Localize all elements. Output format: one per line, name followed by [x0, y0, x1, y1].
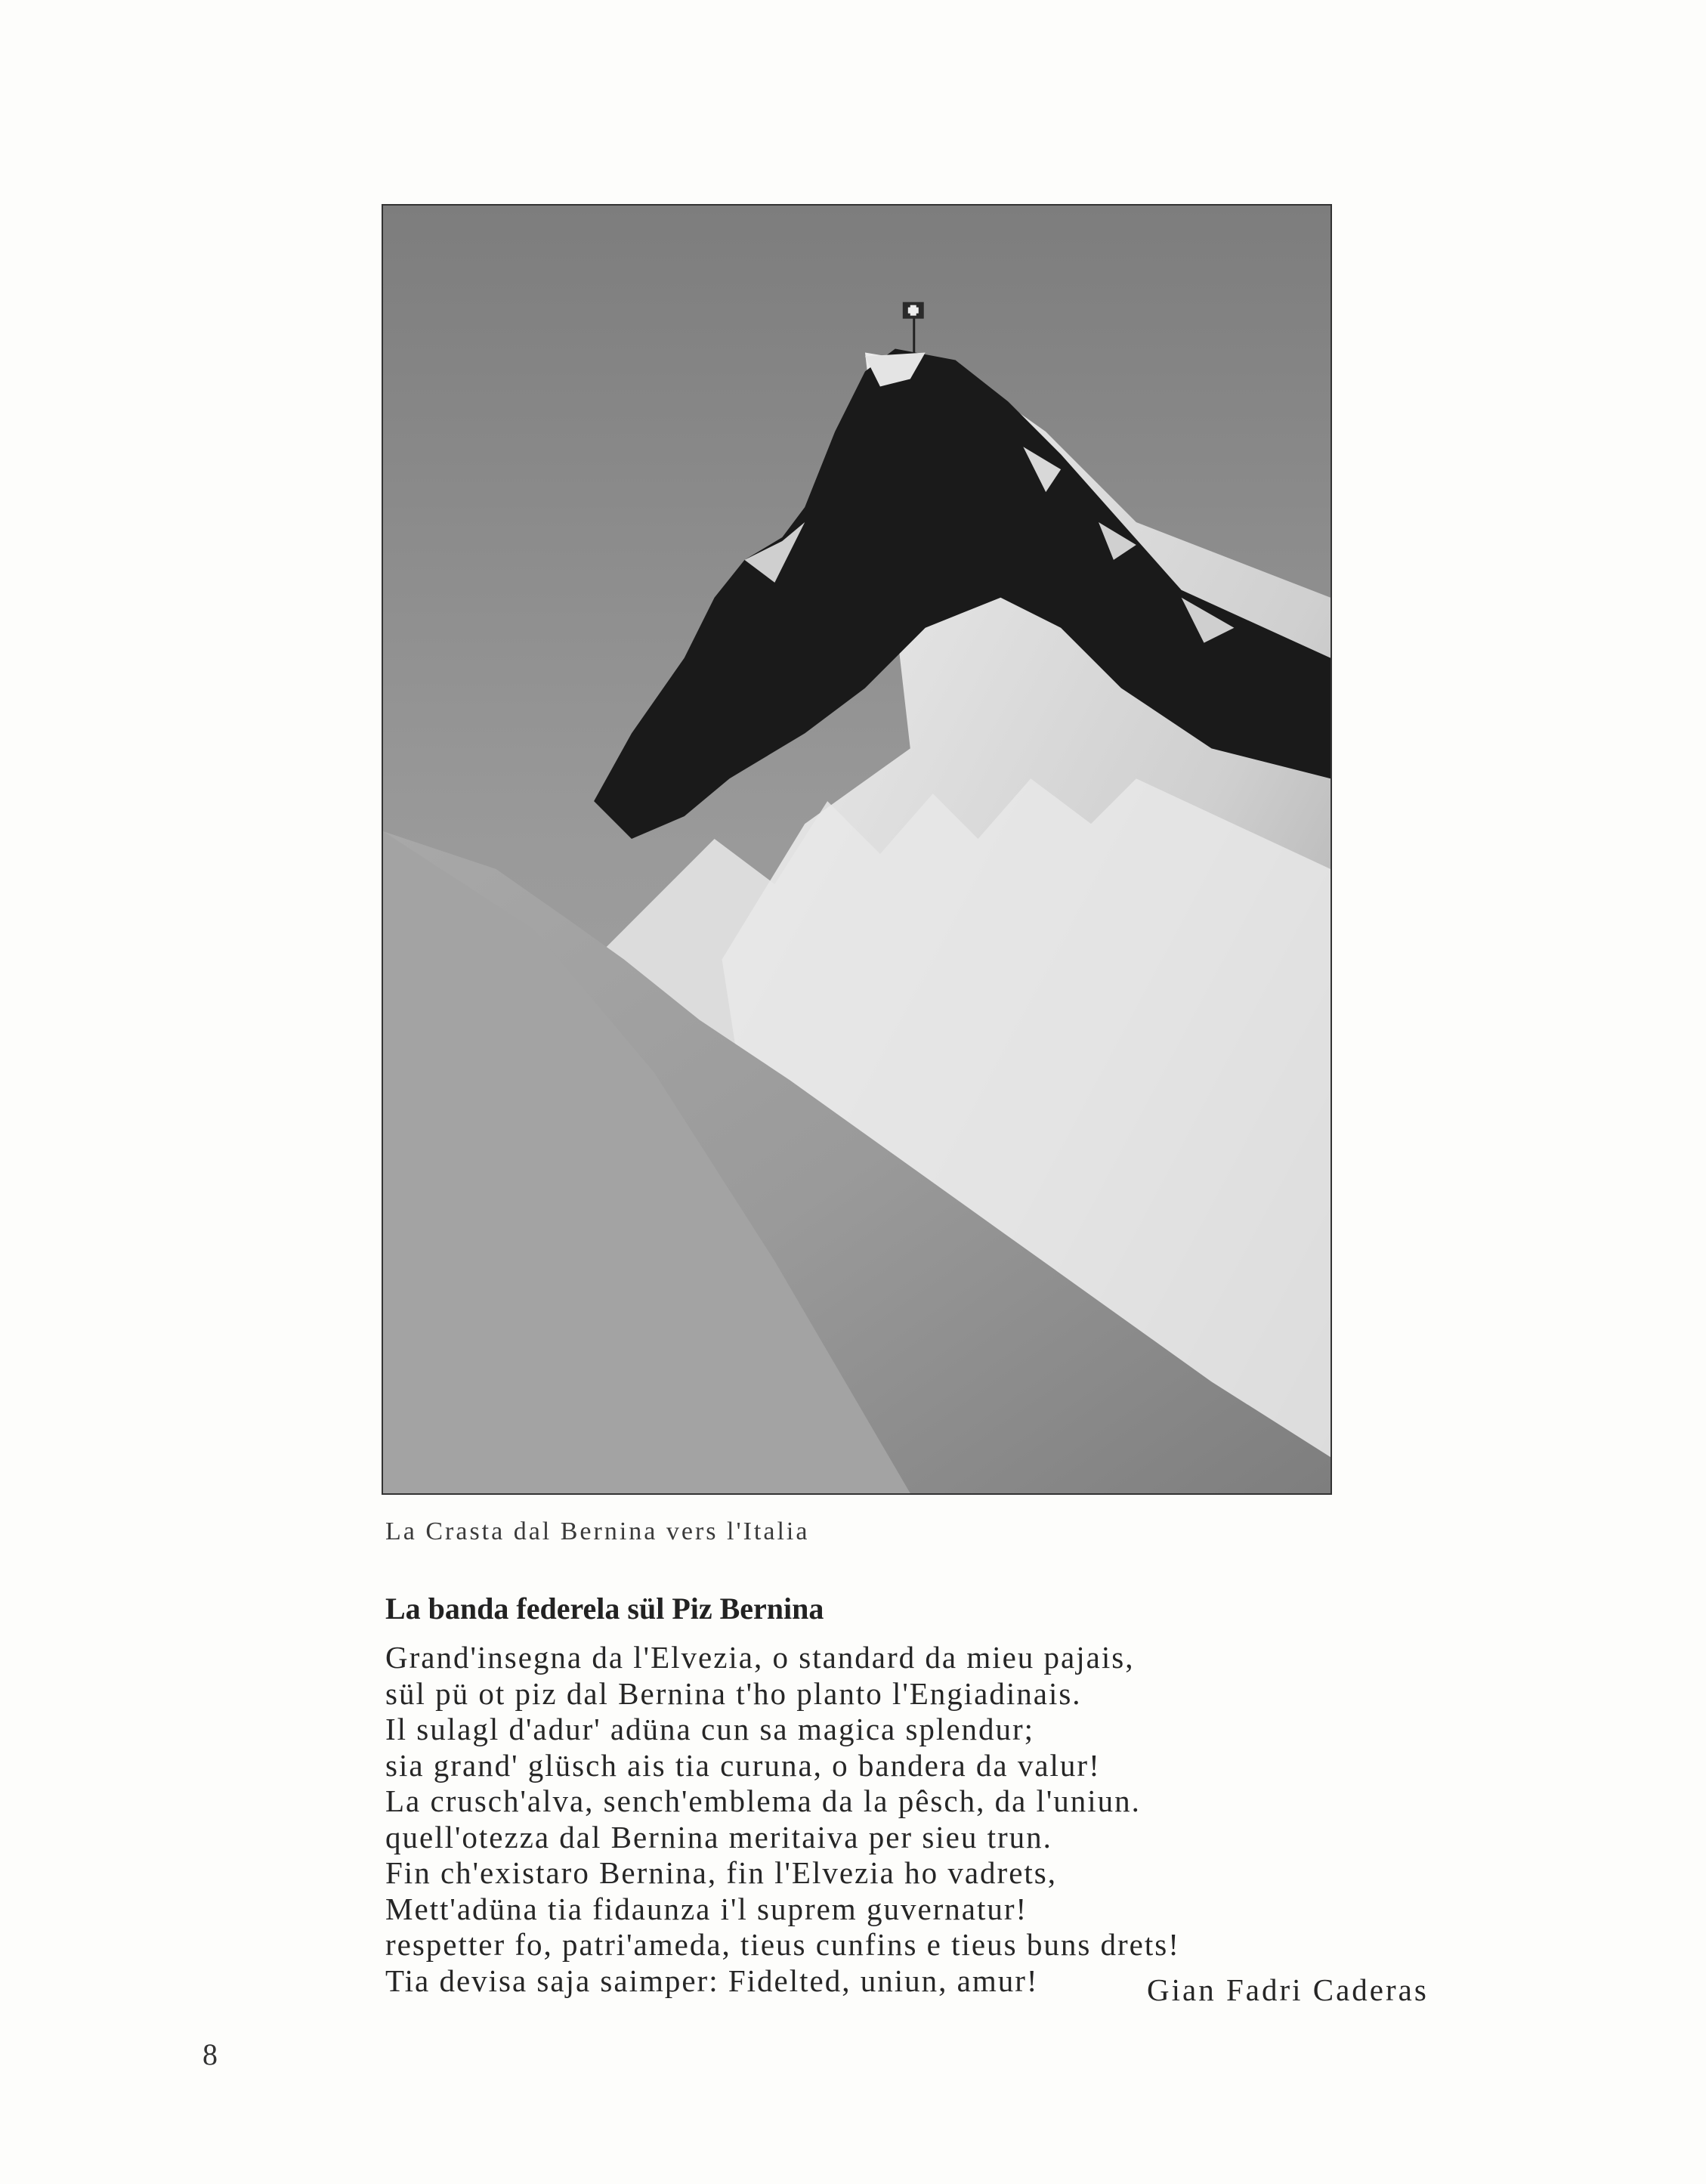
- poem-line: La crusch'alva, sench'emblema da la pêsch, da l'uniun.: [385, 1783, 1141, 1818]
- poem-line: sül pü ot piz dal Bernina t'ho planto l'Engiadinais.: [385, 1675, 1082, 1711]
- poem-author: Gian Fadri Caderas: [1147, 1972, 1429, 2007]
- poem-line: Il sulagl d'adur' adüna cun sa magica splendur;: [385, 1712, 1035, 1746]
- poem-body: [385, 1640, 1458, 1999]
- poem-line: respetter fo, patri'ameda, tieus cunfins e tieus buns drets!: [385, 1927, 1180, 1962]
- mountain-photo: [382, 204, 1332, 1495]
- poem-line: Fin ch'existaro Bernina, fin l'Elvezia ho vadrets,: [385, 1855, 1057, 1890]
- page-number: 8: [202, 2037, 218, 2071]
- photo-caption: La Crasta dal Bernina vers l'Italia: [385, 1517, 810, 1545]
- poem-line: Tia devisa saja saimper: Fidelted, uniun, amur!: [385, 1963, 1039, 1998]
- poem-line: Mett'adüna tia fidaunza i'l suprem guvernatur!: [385, 1891, 1028, 1926]
- poem-line: Grand'insegna da l'Elvezia, o standard da mieu pajais,: [385, 1640, 1135, 1675]
- poem-title: La banda federela sül Piz Bernina: [385, 1592, 824, 1626]
- poem-line: sia grand' glüsch ais tia curuna, o bandera da valur!: [385, 1747, 1101, 1783]
- mountain-photo-icon: [383, 206, 1330, 1493]
- poem-line: quell'otezza dal Bernina meritaiva per sieu trun.: [385, 1819, 1052, 1855]
